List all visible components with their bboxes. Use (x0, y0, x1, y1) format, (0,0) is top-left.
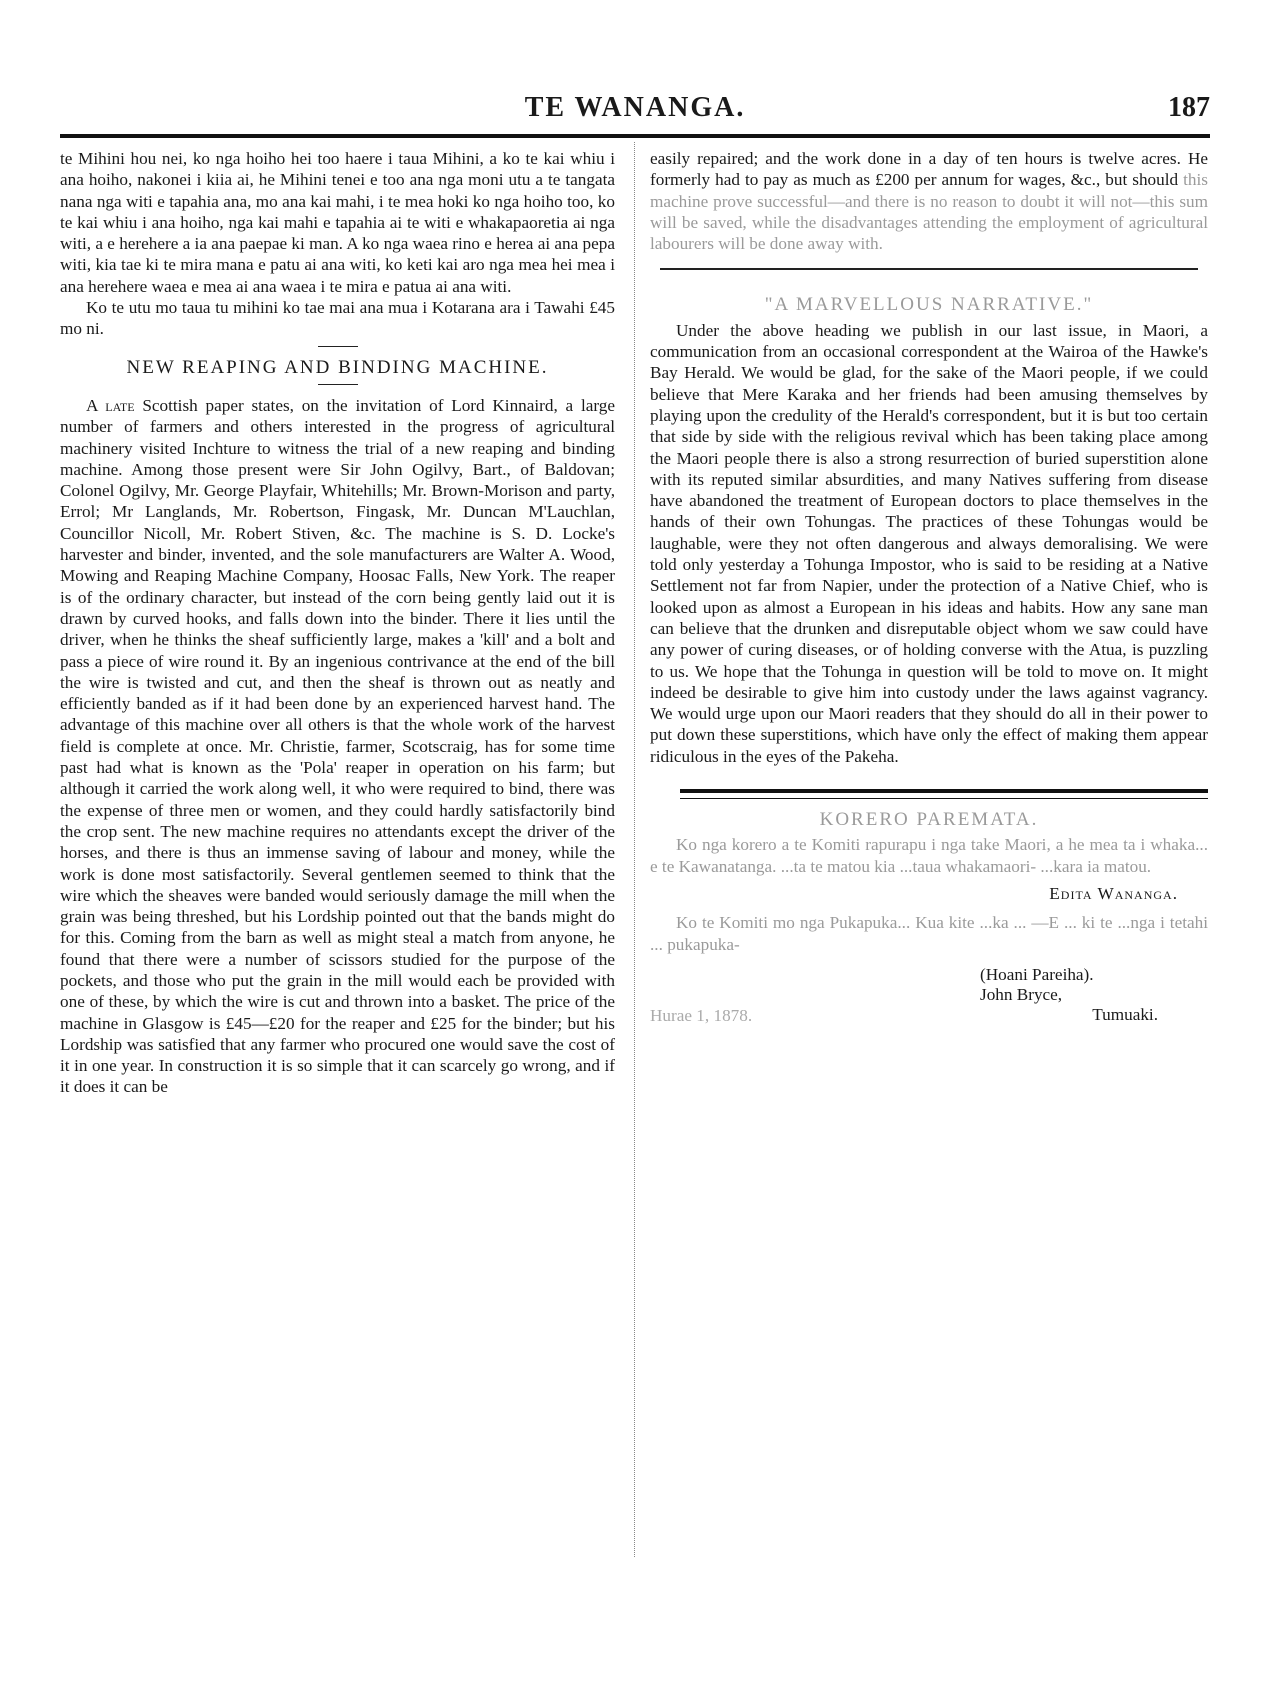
running-head (60, 92, 1210, 132)
right-column (650, 148, 1208, 1026)
dateline: Hurae 1, 1878. (650, 1005, 753, 1025)
signature-name-1: (Hoani Pareiha). (980, 964, 1094, 984)
korero-body: Ko nga korero a te Komiti rapurapu i nga take Maori, a he mea ta i whaka... e te Kawanatanga. ...ta te matou kia ...taua whakamaori- ...kara ia matou. (650, 835, 1208, 876)
komiti-body: Ko te Komiti mo nga Pukapuka... Kua kite ...ka ... —E ... ki te ...nga i tetahi ... pukapuka- (650, 913, 1208, 954)
article-heading-korero: KORERO PAREMATA. (819, 809, 1039, 831)
header-rule (60, 134, 1210, 138)
maori-paragraph-1: te Mihini hou nei, ko nga hoiho hei too haere i taua Mihini, a ko te kai whiu i ana hoiho, nakonei i kiia ai, he Mihini tenei e too ana nga moni utu a te tangata nana nga witi e tapahia ana, mo ana kai mahi, i te mea hoki ko nga hoiho too, ko te kai whiu i ana hoiho, nga kai mahi e tapahia ai te witi e whakapaoretia ai nga witi, a e herehere a ia ana paepae ki man. A ko nga waea rino e herea ai ana pepa witi, kia tae ki te mira mana e patu ai ana witi, ko keti kai aro nga mea hei mea i ana herehere waea e mea ai ana waea i te mira e patua ai ana witi. (60, 149, 615, 296)
section-divider (318, 384, 358, 385)
article-text: Scottish paper states, on the invitation of Lord Kinnaird, a large number of farmers and others interested in the progress of agricultural machinery visited Inchture to witness the trial of a new reaping and binding machine. Among those present were Sir John Ogilvy, Bart., of Baldovan; Colonel Ogilvy, Mr. George Playfair, Whitehills; Mr. Brown-Morison and party, Errol; Mr Langlands, Mr. Robertson, Fingask, Mr. Duncan M'Lauchlan, Councillor Nicoll, Mr. Robert Stiven, &c. The machine is S. D. Locke's harvester and binder, invented, and the sole manufacturers are Walter A. Wood, Mowing and Reaping Machine Company, Hoosac Falls, New York. The reaper is of the ordinary character, but instead of the corn being gently laid out it is drawn by curved hooks, and falls down into the binder. There it lies until the driver, when he thinks the sheaf sufficiently large, makes a 'kill' and a bolt and pass a piece of wire round it. By an ingenious contrivance at the end of the bill the wire is twisted and cut, and then the sheaf is thrown out as neatly and efficiently banded as if it had been done by an experienced harvest hand. The advantage of this machine over all others is that the whole work of the harvest field is complete at once. Mr. Christie, farmer, Scotscraig, has for some time past had what is known as the 'Pola' reaper in operation on his farm; but although it carried the work along well, it who were required to bind, there was the expense of three men or women, and they could hardly satisfactorily bind the crop sent. The new machine requires no attendants except the driver of the horses, and there is thus an immense saving of labour and money, while the work is done most satisfactorily. Several gentlemen seemed to think that the wire which the sheaves were banded would seriously damage the mill when the grain was being threshed, but his Lordship pointed out that the bands might do for this. Coming from the barn as well as might steal a match from anyone, he found that there were a number of scissors studied for the purpose of the pockets, and those who put the grain in the mill would each be provided with one of these, by which the wire is cut and thrown into a basket. The price of the machine in Glasgow is £45—£20 for the reaper and £25 for the binder; but his Lordship was satisfied that any farmer who procured one would save the cost of it in one year. In construction it is so simple that it can scarcely go wrong, and if it does it can be (60, 395, 615, 1097)
continuation-text-a: easily repaired; and the work done in a day of ten hours is twelve acres. He formerly had to pay as much as £200 per annum for wages, &c., but should (650, 149, 1208, 190)
reaping-continuation (650, 148, 1208, 254)
left-column (60, 148, 615, 1098)
article-heading-reaping: NEW REAPING AND BINDING MACHINE. (126, 356, 549, 378)
maori-paragraph-2: Ko te utu mo taua tu mihini ko tae mai ana mua i Kotarana ara i Tawahi £45 mo ni. (60, 298, 615, 339)
newspaper-page (60, 0, 1210, 1703)
article-body-reaping (60, 395, 615, 1098)
column-divider (634, 142, 635, 1557)
article-body-narrative: Under the above heading we publish in our last issue, in Maori, a communication from an occasional correspondent at the Wairoa of the Hawke's Bay Herald. We would be glad, for the sake of the Maori people, if we could believe that Mere Karaka and her friends had been amusing themselves by playing upon the credulity of the Herald's correspondent, but it is but too certain that side by side with the religious revival which has been taking place among the Maori people there is also a strong resurrection of buried superstition alone with its reputed similar absurdities, and many Natives suffering from disease have abandoned the treatment of European doctors to place themselves in the hands of their own Tohungas. The practices of these Tohungas would be laughable, were they not often dangerous and always demoralising. We were told only yesterday a Tohunga Impostor, who is said to be residing at a Native Settlement not far from Napier, under the protection of a Native Chief, who is looked upon as almost a European in his ideas and habits. How any sane man can believe that the drunken and disreputable object whom we saw could have any power of curing diseases, or of holding converse with the Atua, is puzzling to us. We hope that the Tohunga in question will be told to move on. It might indeed be desirable to give him into custody under the laws against vagrancy. We would urge upon our Maori readers that they should do all in their power to put down these superstitions, which have only the effect of making them appear ridiculous in the eyes of the Pakeha. (650, 320, 1208, 766)
editor-signature: Edita Wananga. (1049, 883, 1178, 903)
section-divider (318, 346, 358, 347)
page-number: 187 (1168, 92, 1210, 123)
continuation-text-b: this machine prove successful—and there is no reason to doubt it will not—this sum will be saved, while the disadvantages attending the employment of agricultural labourers will be done away with. (650, 170, 1208, 254)
signature-title: Tumuaki. (1092, 1004, 1158, 1024)
section-double-rule (680, 789, 1208, 799)
article-heading-narrative: "A MARVELLOUS NARRATIVE." (764, 294, 1094, 316)
section-divider (660, 268, 1198, 270)
newspaper-title: TE WANANGA. (524, 92, 746, 123)
lead-words: A late (86, 395, 135, 415)
signature-name-2: John Bryce, (980, 984, 1063, 1004)
